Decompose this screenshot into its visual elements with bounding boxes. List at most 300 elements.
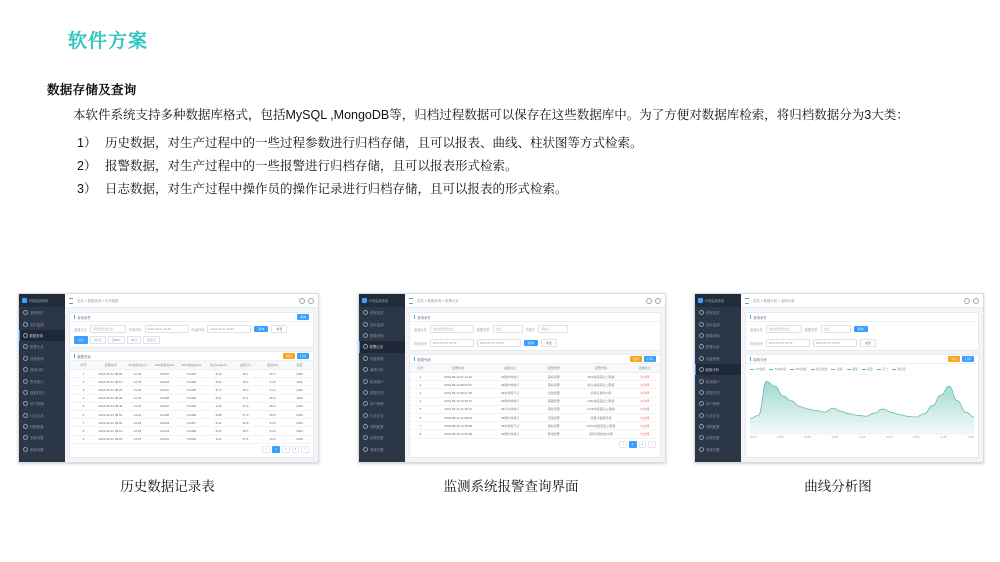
- sidebar-item-label: 报警记录: [369, 345, 384, 350]
- chip-4[interactable]: 自定义: [143, 336, 160, 344]
- cell: 51.8: [259, 378, 286, 386]
- cell: 3: [70, 386, 97, 394]
- app-topbar: [405, 294, 665, 308]
- cell: 2023-05-12 09:31:05: [431, 389, 485, 397]
- cell: 超标报警: [535, 381, 573, 389]
- print-button[interactable]: 打印: [962, 356, 974, 362]
- x-tick-1: 03:00: [777, 436, 784, 439]
- accent-bar-icon: [414, 357, 415, 361]
- legend-item-1[interactable]: SO2浓度: [769, 367, 786, 371]
- type-label: 数据类型: [476, 327, 490, 332]
- sidebar-item-9[interactable]: [359, 410, 405, 421]
- cell: 2: [410, 381, 431, 389]
- station-label: 监测点位: [74, 327, 87, 332]
- app-content: [405, 308, 665, 462]
- cell: 0.0228: [151, 394, 178, 402]
- status-cell: 未处理: [629, 397, 660, 405]
- sidebar-item-7[interactable]: [19, 387, 65, 398]
- cell: 12.91: [124, 394, 151, 402]
- legend-item-3[interactable]: 粉尘浓度: [811, 367, 828, 371]
- cell: 0.0219: [151, 419, 178, 427]
- chip-1[interactable]: 近7天: [90, 336, 106, 344]
- menu-dot-icon: [23, 310, 28, 315]
- sidebar-item-4[interactable]: [359, 353, 405, 364]
- table-row[interactable]: [70, 435, 313, 443]
- sidebar-item-3[interactable]: [359, 341, 405, 352]
- pagination: [70, 444, 313, 455]
- app-content: [741, 308, 983, 462]
- breadcrumb: 首页 > 数据查询 > 报警记录: [417, 299, 459, 303]
- table-row[interactable]: [70, 370, 313, 378]
- result-panel-title: 数据列表: [77, 354, 91, 359]
- app-brand: [359, 294, 405, 307]
- station-select[interactable]: 请选择监测点位: [766, 325, 802, 333]
- app-topbar: [741, 294, 983, 308]
- sidebar-item-8[interactable]: [695, 398, 741, 409]
- cell: 8.26: [205, 427, 232, 435]
- chart-panel: [745, 354, 979, 458]
- sidebar-item-label: 报警记录: [30, 345, 44, 350]
- sidebar-item-label: 系统设置: [30, 447, 44, 452]
- sidebar-item-3[interactable]: [19, 341, 65, 352]
- sidebar-item-9[interactable]: [19, 410, 65, 421]
- sidebar-item-6[interactable]: [19, 375, 65, 386]
- brand-logo-icon: [698, 298, 703, 303]
- keyword-input[interactable]: 请输入: [538, 325, 568, 333]
- avatar[interactable]: [973, 298, 979, 304]
- app-topbar: [65, 294, 318, 308]
- status-cell: 未处理: [629, 381, 660, 389]
- menu-toggle-icon[interactable]: [409, 298, 413, 304]
- cell: 1#锅炉排放口: [485, 373, 535, 381]
- sidebar-item-2[interactable]: [359, 330, 405, 341]
- avatar[interactable]: [655, 298, 661, 304]
- legend-swatch-icon: [769, 369, 773, 370]
- menu-dot-icon: [23, 356, 28, 361]
- figure-history-table: [18, 293, 317, 495]
- table-row[interactable]: [70, 394, 313, 402]
- end-time-input[interactable]: 2023-05-31 23:59: [477, 339, 521, 347]
- sidebar-item-2[interactable]: [695, 330, 741, 341]
- reset-button[interactable]: 重置: [860, 339, 876, 347]
- th-6: 温度(℃): [232, 361, 259, 370]
- query-form-row-1: [410, 322, 660, 336]
- query-panel-header: [410, 313, 660, 322]
- sidebar-item-label: 权限配置: [706, 425, 720, 430]
- cell: SO2浓度超过上限值: [573, 373, 630, 381]
- menu-dot-icon: [363, 401, 368, 406]
- cell: 2023-05-12 07:14:22: [431, 373, 485, 381]
- legend-item-5[interactable]: 湿度: [847, 367, 858, 371]
- sidebar-item-2[interactable]: [19, 330, 65, 341]
- query-panel-header: [746, 313, 978, 322]
- th-4: 报警内容: [573, 364, 630, 373]
- bell-icon[interactable]: [646, 298, 652, 304]
- sidebar-item-label: 实时监测: [30, 322, 44, 327]
- cell: 0.0216: [151, 370, 178, 378]
- topbar-actions: [646, 298, 661, 304]
- cell: 3#车间废气口: [485, 389, 535, 397]
- chip-2[interactable]: 近30天: [108, 336, 125, 344]
- start-time-input[interactable]: 2023-05-01 00:00: [766, 339, 810, 347]
- cell: 0.0469: [178, 394, 205, 402]
- app-main: [741, 294, 983, 462]
- sidebar-item-5[interactable]: [359, 364, 405, 375]
- print-button[interactable]: 打印: [644, 356, 656, 362]
- menu-dot-icon: [699, 447, 704, 452]
- export-button[interactable]: 导出: [948, 356, 960, 362]
- reset-button[interactable]: 重置: [271, 325, 287, 333]
- sidebar-item-1[interactable]: [359, 318, 405, 329]
- table-row[interactable]: [410, 373, 660, 381]
- sidebar-item-label: 数据查询: [29, 333, 44, 338]
- accent-bar-icon: [750, 315, 751, 319]
- menu-dot-icon: [23, 435, 28, 440]
- menu-dot-icon: [699, 344, 704, 349]
- cell: 5: [70, 402, 97, 410]
- menu-dot-icon: [363, 424, 368, 429]
- cell: 超标报警: [535, 422, 573, 430]
- sidebar-item-1[interactable]: [19, 318, 65, 329]
- sidebar-item-8[interactable]: [359, 398, 405, 409]
- query-panel: [69, 312, 314, 348]
- cell: 8: [70, 427, 97, 435]
- sidebar-item-10[interactable]: [695, 421, 741, 432]
- sidebar-item-label: 数据归档: [706, 390, 720, 395]
- query-panel: [745, 312, 979, 351]
- cell: 4: [70, 394, 97, 402]
- table-row[interactable]: [70, 402, 313, 410]
- page-prev[interactable]: <: [262, 446, 270, 453]
- brand-logo-icon: [362, 298, 367, 303]
- legend-item-7[interactable]: 压力: [877, 367, 888, 371]
- menu-toggle-icon[interactable]: [69, 298, 73, 304]
- legend-item-8[interactable]: 氧含量: [892, 367, 906, 371]
- status-cell: 未处理: [629, 405, 660, 413]
- sidebar-item-label: 用户管理: [370, 402, 384, 407]
- sidebar-item-0[interactable]: [695, 307, 741, 318]
- x-tick-4: 12:00: [858, 436, 866, 439]
- figure-curve-chart: [694, 293, 982, 495]
- export-button[interactable]: 导出: [283, 353, 295, 359]
- sidebar-item-label: 参数设置: [706, 436, 720, 441]
- table-row[interactable]: [410, 389, 660, 397]
- cell: 8.32: [205, 370, 232, 378]
- sidebar-item-12[interactable]: [695, 444, 741, 455]
- export-button[interactable]: 导出: [630, 356, 642, 362]
- cell: 0.0448: [178, 427, 205, 435]
- sidebar-item-4[interactable]: [695, 353, 741, 364]
- cell: 1: [410, 373, 431, 381]
- sidebar-item-5[interactable]: [19, 364, 65, 375]
- menu-dot-icon: [699, 367, 704, 372]
- menu-dot-icon: [363, 367, 368, 372]
- sidebar-item-label: 曲线分析: [30, 368, 44, 373]
- page-2[interactable]: 2: [639, 441, 647, 448]
- page-next[interactable]: >: [648, 441, 656, 448]
- result-panel-header: [410, 355, 660, 364]
- page-next[interactable]: >: [301, 446, 309, 453]
- legend-swatch-icon: [892, 369, 896, 370]
- app-main: [65, 294, 318, 462]
- legend-swatch-icon: [750, 369, 754, 370]
- sidebar-item-3[interactable]: [695, 341, 741, 352]
- sidebar-item-10[interactable]: [19, 421, 65, 432]
- screenshot-chart: [694, 293, 984, 463]
- table-row[interactable]: [410, 381, 660, 389]
- cell: 4: [410, 397, 431, 405]
- station-label: 监测点位: [750, 327, 763, 332]
- chart-panel-header: [746, 355, 978, 364]
- legend-item-4[interactable]: 温度: [831, 367, 842, 371]
- table-row[interactable]: [70, 386, 313, 394]
- brand-label: 环境监测系统: [705, 299, 725, 303]
- result-panel: [69, 351, 314, 458]
- result-panel: [409, 354, 661, 458]
- cell: 27.6: [232, 435, 259, 443]
- query-panel-title: 查询条件: [77, 315, 91, 320]
- cell: 设备报警: [535, 413, 573, 421]
- query-form-row-1: [746, 322, 978, 336]
- sidebar-item-label: 报表统计: [370, 379, 384, 384]
- breadcrumb: 首页 > 数据查询 > 历史数据: [77, 299, 119, 303]
- cell: 2023-05-12 08:10: [97, 378, 124, 386]
- cell: 1233: [286, 402, 313, 410]
- menu-dot-icon: [699, 356, 704, 361]
- th-7: 湿度(%): [259, 361, 286, 370]
- cell: 13.02: [124, 386, 151, 394]
- cell: 50.9: [259, 394, 286, 402]
- cell: 9.03: [205, 402, 232, 410]
- sidebar-item-label: 权限配置: [30, 425, 44, 430]
- table-row[interactable]: [410, 397, 660, 405]
- search-submit-button[interactable]: 查询: [854, 326, 868, 332]
- menu-dot-icon: [23, 413, 28, 418]
- cell: 2: [70, 378, 97, 386]
- status-cell: 未处理: [629, 430, 660, 438]
- search-submit-button[interactable]: 查询: [254, 326, 268, 332]
- table-row[interactable]: [70, 378, 313, 386]
- sidebar-item-12[interactable]: [359, 444, 405, 455]
- cell: 1202: [286, 427, 313, 435]
- list-item-text: 历史数据，对生产过程中的一些过程参数进行归档存储，且可以报表、曲线、柱状图等方式检索。: [105, 136, 643, 150]
- menu-dot-icon: [363, 356, 368, 361]
- legend-item-0[interactable]: CO浓度: [750, 367, 765, 371]
- screenshot-alarm: [358, 293, 666, 463]
- page-prev[interactable]: <: [619, 441, 627, 448]
- start-time-input[interactable]: 2023-05-01 00:00: [430, 339, 474, 347]
- cell: 断电报警: [535, 430, 573, 438]
- menu-dot-icon: [23, 424, 28, 429]
- sidebar-item-label: 用户管理: [30, 402, 44, 407]
- page-1[interactable]: 1: [272, 446, 280, 453]
- cell: VOCs浓度超过上限值: [573, 422, 630, 430]
- bell-icon[interactable]: [299, 298, 305, 304]
- menu-dot-icon: [699, 424, 704, 429]
- sidebar-item-label: 系统首页: [370, 311, 384, 316]
- table-row[interactable]: [70, 419, 313, 427]
- menu-toggle-icon[interactable]: [745, 298, 749, 304]
- table-row[interactable]: [70, 410, 313, 418]
- page-3[interactable]: 3: [292, 446, 300, 453]
- legend-swatch-icon: [790, 369, 794, 370]
- sidebar-item-11[interactable]: [359, 432, 405, 443]
- app-brand: [695, 294, 741, 307]
- sidebar-item-6[interactable]: [695, 375, 741, 386]
- page-2[interactable]: 2: [282, 446, 290, 453]
- table-row[interactable]: [70, 427, 313, 435]
- result-panel-title: 数据列表: [417, 357, 431, 362]
- cell: 0.0478: [178, 386, 205, 394]
- cell: 50.8: [259, 410, 286, 418]
- menu-dot-icon: [23, 447, 28, 452]
- query-panel: [409, 312, 661, 351]
- cell: 5: [410, 405, 431, 413]
- sidebar-item-4[interactable]: [19, 353, 65, 364]
- figure-caption: 监测系统报警查询界面: [443, 479, 579, 494]
- sidebar-item-label: 报表统计: [30, 379, 44, 384]
- menu-dot-icon: [23, 367, 28, 372]
- sidebar-item-7[interactable]: [695, 387, 741, 398]
- sidebar-item-12[interactable]: [19, 444, 65, 455]
- list-item: [47, 132, 957, 155]
- accent-bar-icon: [750, 357, 751, 361]
- menu-dot-icon: [699, 322, 704, 327]
- sidebar-item-0[interactable]: [359, 307, 405, 318]
- accent-bar-icon: [414, 315, 415, 319]
- cell: 1220: [286, 386, 313, 394]
- cell: 27.0: [232, 410, 259, 418]
- app-sidebar: [695, 294, 741, 462]
- sidebar-item-0[interactable]: [19, 307, 65, 318]
- cell: 7: [410, 422, 431, 430]
- cell: 2023-05-12 09:00: [97, 419, 124, 427]
- cell: 49.8: [259, 435, 286, 443]
- cell: 51.5: [259, 419, 286, 427]
- search-submit-button[interactable]: 查询: [524, 340, 538, 346]
- cell: 2023-05-12 08:02:37: [431, 381, 485, 389]
- brand-logo-icon: [22, 298, 27, 303]
- end-time-input[interactable]: 2023-05-31 23:59: [207, 325, 251, 333]
- cell: 1205: [286, 370, 313, 378]
- avatar[interactable]: [308, 298, 314, 304]
- section-list: [47, 132, 957, 201]
- time-label: 时间范围: [750, 341, 763, 346]
- print-button[interactable]: 打印: [297, 353, 309, 359]
- sidebar-item-label: 曲线分析: [705, 368, 720, 373]
- sidebar-item-9[interactable]: [695, 410, 741, 421]
- type-select[interactable]: 全部: [821, 325, 851, 333]
- sidebar-item-label: 报表统计: [706, 379, 720, 384]
- cell: 1#锅炉排放口: [485, 397, 535, 405]
- sidebar-item-label: 日志记录: [30, 413, 44, 418]
- menu-dot-icon: [699, 333, 704, 338]
- cell: 6: [70, 410, 97, 418]
- cell: 52.1: [259, 370, 286, 378]
- sidebar-item-10[interactable]: [359, 421, 405, 432]
- chip-0[interactable]: 今日: [74, 336, 88, 344]
- legend-swatch-icon: [831, 369, 835, 370]
- table-row[interactable]: [410, 422, 660, 430]
- station-select[interactable]: 请选择监测点位: [90, 325, 126, 333]
- cell: 2#锅炉排放口: [485, 381, 535, 389]
- page-1[interactable]: 1: [629, 441, 637, 448]
- cell: 1#锅炉排放口: [485, 430, 535, 438]
- sidebar-item-label: 用户管理: [706, 402, 720, 407]
- sidebar-item-8[interactable]: [19, 398, 65, 409]
- sidebar-item-label: 日志记录: [706, 413, 720, 418]
- x-tick-7: 21:00: [940, 436, 947, 439]
- app-sidebar: [359, 294, 405, 462]
- menu-dot-icon: [363, 333, 368, 338]
- type-select[interactable]: 全部: [493, 325, 523, 333]
- sidebar-item-6[interactable]: [359, 375, 405, 386]
- list-item-number: 1）: [77, 136, 97, 150]
- chip-3[interactable]: 本月: [127, 336, 141, 344]
- cell: 13.44: [124, 402, 151, 410]
- menu-dot-icon: [363, 447, 368, 452]
- start-time-input[interactable]: 2023-05-01 00:00: [145, 325, 189, 333]
- x-tick-3: 09:00: [831, 436, 839, 439]
- cell: 12.66: [124, 419, 151, 427]
- menu-dot-icon: [23, 333, 28, 338]
- cell: 0.0242: [151, 402, 178, 410]
- station-select[interactable]: 请选择监测点位: [430, 325, 474, 333]
- cell: 26.8: [232, 419, 259, 427]
- th-1: 报警时间: [431, 364, 485, 373]
- list-item: [47, 178, 957, 201]
- cell: 超标报警: [535, 405, 573, 413]
- alarm-table: [410, 364, 660, 439]
- sidebar-item-label: 数据归档: [30, 390, 44, 395]
- accent-bar-icon: [74, 354, 75, 358]
- legend-item-6[interactable]: 流量: [862, 367, 873, 371]
- menu-dot-icon: [23, 322, 28, 327]
- table-row[interactable]: [410, 430, 660, 438]
- legend-swatch-icon: [877, 369, 881, 370]
- table-row[interactable]: [410, 413, 660, 421]
- sidebar-item-7[interactable]: [359, 387, 405, 398]
- cell: 1: [70, 370, 97, 378]
- end-time-input[interactable]: 2023-05-31 23:59: [813, 339, 857, 347]
- legend-swatch-icon: [847, 369, 851, 370]
- cell: 流量计数据异常: [573, 413, 630, 421]
- cell: 0.0463: [178, 378, 205, 386]
- cell: 1209: [286, 419, 313, 427]
- sidebar-item-5[interactable]: [695, 364, 741, 375]
- cell: 超限报警: [535, 397, 573, 405]
- table-row[interactable]: [410, 405, 660, 413]
- figure-alarm-query: [358, 293, 664, 495]
- sidebar-item-label: 系统设置: [370, 447, 384, 452]
- sidebar-item-1[interactable]: [695, 318, 741, 329]
- sidebar-item-11[interactable]: [695, 432, 741, 443]
- x-tick-8: 24:00: [967, 436, 974, 439]
- legend-item-2[interactable]: NOx浓度: [790, 367, 807, 371]
- reset-button[interactable]: 重置: [541, 339, 557, 347]
- cell: 13.10: [124, 410, 151, 418]
- search-button[interactable]: 查询: [297, 314, 309, 320]
- cell: 2023-05-12 10:45:51: [431, 397, 485, 405]
- figure-caption: 曲线分析图: [804, 479, 872, 494]
- cell: 2023-05-12 09:20: [97, 435, 124, 443]
- menu-dot-icon: [363, 310, 368, 315]
- brand-label: 环境监测系统: [29, 299, 49, 303]
- bell-icon[interactable]: [964, 298, 970, 304]
- cell: 现场设备供电中断: [573, 430, 630, 438]
- list-item-text: 报警数据，对生产过程中的一些报警进行归档存储，且可以报表形式检索。: [105, 159, 518, 173]
- sidebar-item-11[interactable]: [19, 432, 65, 443]
